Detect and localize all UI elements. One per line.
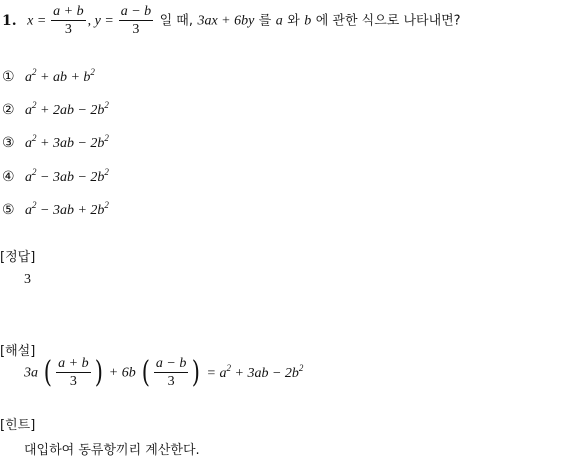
var-y: y <box>94 13 101 29</box>
solution-plus-term: + 6b <box>108 365 136 381</box>
option-4[interactable] <box>2 169 109 186</box>
question-var-a: a <box>275 13 283 29</box>
hint-text: 대입하여 동류항끼리 계산한다. <box>24 443 200 458</box>
var-x: x <box>27 13 34 29</box>
solution-fraction-2-denominator: 3 <box>167 374 175 389</box>
option-1[interactable] <box>2 69 95 86</box>
question-line: 1. x = $\frac{a + b}{3}$ , y = $\frac{a - b}{3}$ 일 때, 3ax + 6by 를 a 와 b 에 관한 식으로 나타내면? <box>2 4 461 37</box>
fraction-x-denominator: 3 <box>64 22 72 37</box>
question-text-and: 와 <box>287 13 300 29</box>
fraction-y-denominator: 3 <box>132 22 140 37</box>
option-3[interactable] <box>2 135 109 152</box>
answer-value: 3 <box>24 272 31 287</box>
solution-result: = $a^2 + 3ab - 2b^2$ <box>206 362 304 381</box>
option-2-expression: $a^2 + 2ab - 2b^2$ <box>25 100 109 118</box>
option-3-expression: $a^2 + 3ab - 2b^2$ <box>25 133 109 151</box>
option-4-mark: ④ <box>2 169 15 185</box>
solution-label: [해설] <box>0 344 36 359</box>
option-2[interactable] <box>2 102 109 119</box>
option-5[interactable] <box>2 202 109 219</box>
solution-fraction-2 <box>154 356 188 389</box>
fraction-y-numerator: a − b <box>120 4 152 19</box>
option-3-mark: ③ <box>2 135 15 151</box>
solution-equation: 3a ( $\frac{a + b}{3}$ ) + 6b ( $\frac{a - b}{3}$ ) = $a^2 + 3ab - 2b^2$ <box>24 354 304 390</box>
solution-fraction-1-denominator: 3 <box>69 374 77 389</box>
option-5-mark: ⑤ <box>2 202 15 218</box>
fraction-x-numerator: a + b <box>53 4 84 19</box>
option-4-expression: $a^2 - 3ab - 2b^2$ <box>25 167 109 185</box>
option-1-expression: $a^2$ + ab + $b^2$ <box>25 67 95 85</box>
solution-fraction-1 <box>56 356 90 389</box>
answer-label: [정답] <box>0 250 36 265</box>
fraction-x <box>51 4 85 37</box>
question-expression: 3ax + 6by <box>197 13 255 29</box>
question-text-mid: 를 <box>258 13 272 29</box>
fraction-y <box>119 4 153 37</box>
question-text-when: 일 때, <box>159 13 193 29</box>
question-var-b: b <box>304 13 312 29</box>
hint-label: [힌트] <box>0 418 36 433</box>
solution-coef-1: 3a <box>24 365 38 381</box>
question-text-end: 에 관한 식으로 나타내면? <box>315 13 461 29</box>
solution-fraction-1-numerator: a + b <box>58 356 89 371</box>
question-number: 1. <box>2 12 17 29</box>
option-5-expression: $a^2 - 3ab + 2b^2$ <box>25 200 109 218</box>
option-1-mark: ① <box>2 69 15 85</box>
solution-fraction-2-numerator: a − b <box>155 356 187 371</box>
option-2-mark: ② <box>2 102 15 118</box>
